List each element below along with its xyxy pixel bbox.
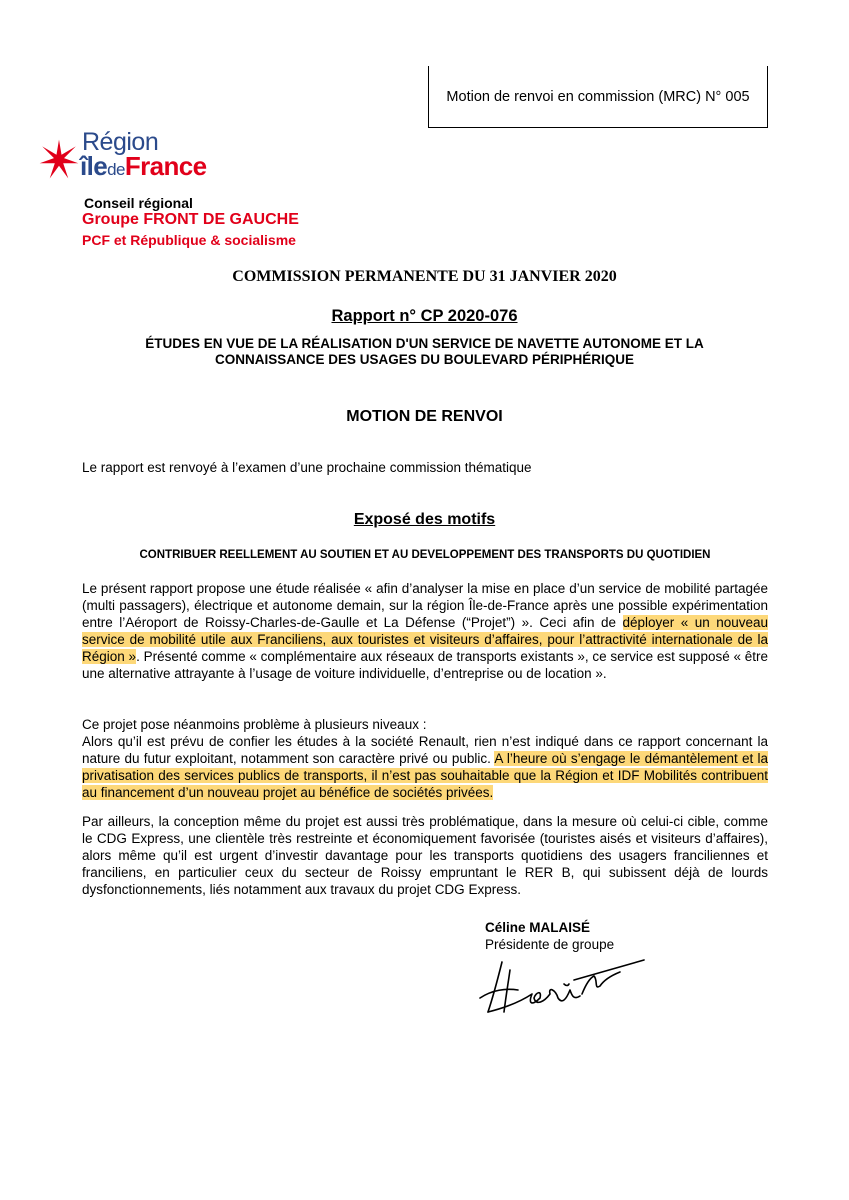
signatory-name: Céline MALAISÉ	[485, 920, 591, 935]
logo-france: France	[124, 151, 207, 181]
motion-reference-box	[428, 66, 768, 128]
paragraph-2	[82, 716, 768, 801]
motion-title: MOTION DE RENVOI	[346, 408, 503, 425]
motion-reference: Motion de renvoi en commission (MRC) N° 005	[446, 89, 750, 105]
report-title: ÉTUDES EN VUE DE LA RÉALISATION D'UN SERVICE DE NAVETTE AUTONOME ET LA CONNAISSANCE DES USAGES DU BOULEVARD PÉRIPHÉRIQUE	[145, 336, 704, 367]
party-name: PCF et République & socialisme	[82, 232, 296, 248]
para2-text: Alors qu’il est prévu de confier les études à la société Renault, rien n’est indiqué dans ce rapport concernant la nature du futur exploitant, notamment son caractère privé ou public.	[82, 734, 768, 766]
region-star-icon	[38, 138, 80, 180]
logo-region-text: Région	[82, 128, 159, 156]
para2-highlight: A l’heure où s’engage le démantèlement et la privatisation des services publics de transports, il n’est pas souhaitable que la Région et IDF Mobilités contribuent au financement d’un nouveau projet au bénéfice de sociétés privées.	[82, 751, 768, 800]
report-number: Rapport n° CP 2020-076	[331, 307, 518, 325]
para2-intro: Ce projet pose néanmoins problème à plusieurs niveaux :	[82, 717, 427, 732]
paragraph-1	[82, 580, 768, 682]
para1-highlight: déployer « un nouveau service de mobilité utile aux Franciliens, aux touristes et visiteurs d’affaires, pour l’attractivité internationale de la Région »	[82, 615, 768, 664]
commission-title: COMMISSION PERMANENTE DU 31 JANVIER 2020	[232, 268, 617, 285]
council-label: Conseil régional	[84, 195, 193, 211]
intro-text: Le rapport est renvoyé à l’examen d’une prochaine commission thématique	[82, 460, 532, 475]
group-name: Groupe FRONT DE GAUCHE	[82, 211, 299, 228]
logo-iledefrance-text	[80, 151, 207, 182]
subheading: CONTRIBUER REELLEMENT AU SOUTIEN ET AU DEVELOPPEMENT DES TRANSPORTS DU QUOTIDIEN	[139, 549, 711, 561]
paragraph-3: Par ailleurs, la conception même du projet est aussi très problématique, dans la mesure où celui-ci cible, comme le CDG Express, une clientèle très restreinte et économiquement favorisée (touristes aisés et visiteurs d’affaires), alors même qu’il est urgent d’investir davantage pour les transports quotidiens des usagers franciliennes et franciliens, en particulier ceux du secteur de Roissy empruntant le RER B, qui subissent déjà de lourds dysfonctionnements, liés notamment aux travaux du projet CDG Express.	[82, 814, 768, 897]
para1-text-end: . Présenté comme « complémentaire aux réseaux de transports existants », ce service est supposé « être une alternative attrayante à l’usage de voiture individuelle, d’entreprise ou de location ».	[82, 649, 769, 681]
handwritten-signature	[470, 950, 650, 1030]
expose-title: Exposé des motifs	[353, 511, 496, 528]
para1-text: Le présent rapport propose une étude réalisée « afin d’analyser la mise en place d’un service de mobilité partagée (multi passagers), électrique et autonome demain, sur la région Île-de-France après une possible expérimentation entre l’Aéroport de Roissy-Charles-de-Gaulle et La Défense (“Projet”) ». Ceci afin de	[82, 581, 768, 630]
logo-de: de	[107, 160, 125, 179]
logo-ile: île	[80, 151, 108, 181]
signatory-role: Présidente de groupe	[485, 937, 615, 952]
